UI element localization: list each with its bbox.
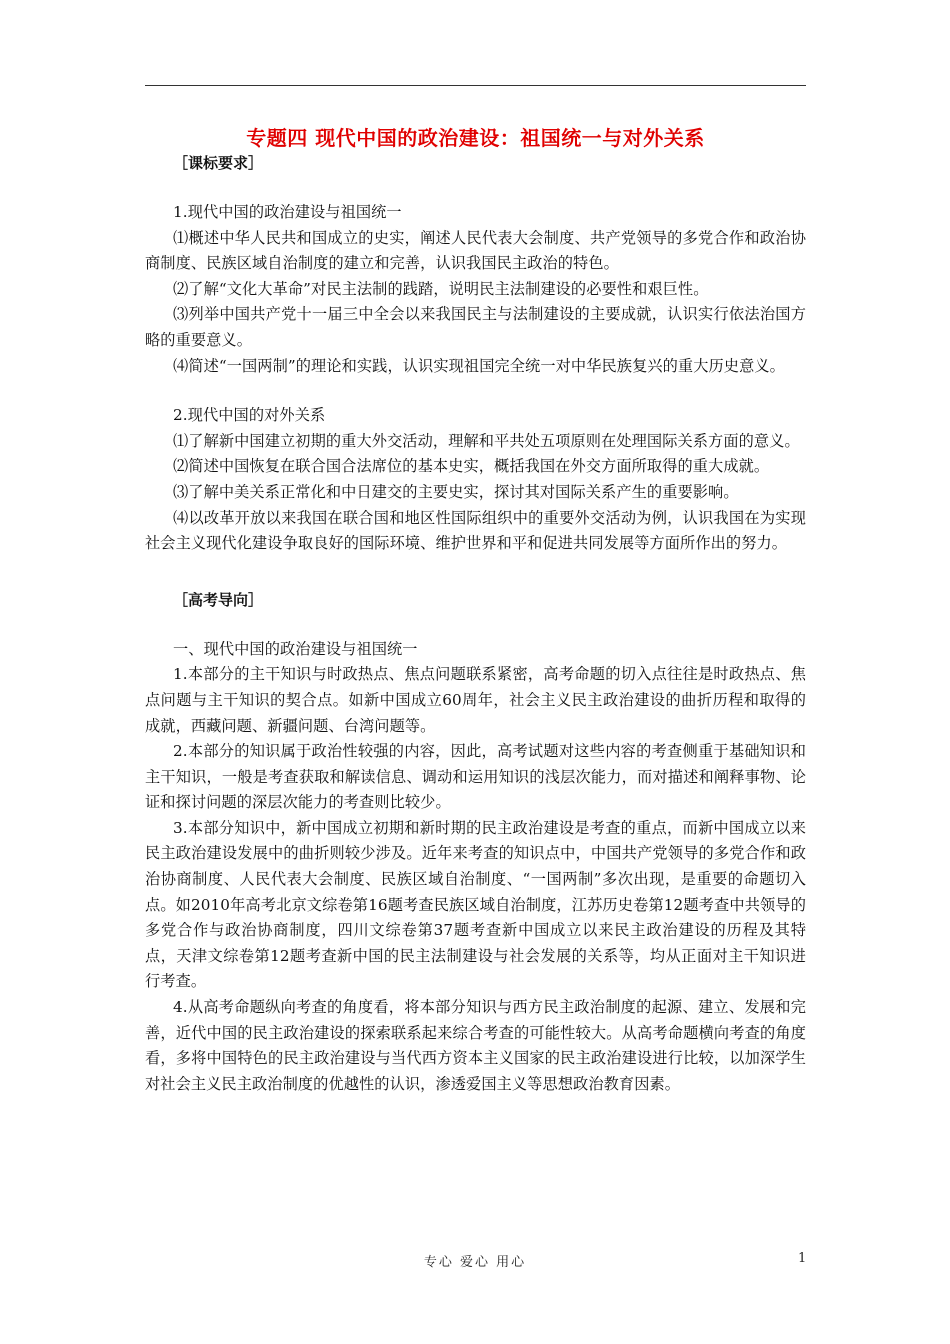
paragraph: 3.本部分知识中，新中国成立初期和新时期的民主政治建设是考查的重点，而新中国成立以来民主政治建设发展中的曲折则较少涉及。近年来考查的知识点中，中国共产党领导的多党合作和政治协商制度、人民代表大会制度、民族区域自治制度、“一国两制”多次出现，是重要的命题切入点。如2010年高考北京文综卷第16题考查民族区域自治制度，江苏历史卷第12题考查中共领导的多党合作与政治协商制度，四川文综卷第37题考查新中国成立以来民主政治建设的历程及其特点，天津文综卷第12题考查新中国的民主法制建设与社会发展的关系等，均从正面对主干知识进行考查。 bbox=[145, 818, 806, 991]
subheading-political-construction: 1.现代中国的政治建设与祖国统一 bbox=[173, 203, 402, 221]
section-heading-curriculum: ［课标要求］ bbox=[173, 154, 264, 172]
paragraph: ⑴了解新中国建立初期的重大外交活动，理解和平共处五项原则在处理国际关系方面的意义。 bbox=[173, 431, 800, 450]
paragraph: ⑵简述中国恢复在联合国合法席位的基本史实，概括我国在外交方面所取得的重大成就。 bbox=[173, 457, 770, 476]
page-title: 专题四 现代中国的政治建设：祖国统一与对外关系 bbox=[246, 126, 705, 150]
page-number: 1 bbox=[798, 1251, 807, 1266]
paragraph: 4.从高考命题纵向考查的角度看，将本部分知识与西方民主政治制度的起源、建立、发展和完善，近代中国的民主政治建设的探索联系起来综合考查的可能性较大。从高考命题横向考查的角度看，多将中国特色的民主政治建设与当代西方资本主义国家的民主政治建设进行比较，以加深学生对社会主义民主政治制度的优越性的认识，渗透爱国主义等思想政治教育因素。 bbox=[145, 998, 806, 1093]
section-heading-exam-guide: ［高考导向］ bbox=[173, 590, 264, 609]
subheading-exam-part-one: 一、现代中国的政治建设与祖国统一 bbox=[173, 639, 418, 658]
paragraph: ⑶列举中国共产党十一届三中全会以来我国民主与法制建设的主要成就，认识实行依法治国方略的重要意义。 bbox=[145, 305, 806, 349]
header-rule bbox=[145, 85, 806, 86]
paragraph: ⑷以改革开放以来我国在联合国和地区性国际组织中的重要外交活动为例，认识我国在为实现社会主义现代化建设争取良好的国际环境、维护世界和平和促进共同发展等方面所作出的努力。 bbox=[145, 508, 806, 553]
subheading-foreign-relations: 2.现代中国的对外关系 bbox=[173, 406, 326, 425]
document-body bbox=[145, 150, 806, 1097]
paragraph: 2.本部分的知识属于政治性较强的内容，因此，高考试题对这些内容的考查侧重于基础知识和主干知识，一般是考查获取和解读信息、调动和运用知识的浅层次能力，而对描述和阐释事物、论证和探讨问题的深层次能力的考查则比较少。 bbox=[145, 742, 806, 812]
paragraph: ⑵了解“文化大革命”对民主法制的践踏，说明民主法制建设的必要性和艰巨性。 bbox=[173, 279, 709, 298]
paragraph: ⑴概述中华人民共和国成立的史实，阐述人民代表大会制度、共产党领导的多党合作和政治协商制度、民族区域自治制度的建立和完善，认识我国民主政治的特色。 bbox=[145, 228, 806, 273]
paragraph: 1.本部分的主干知识与时政热点、焦点问题联系紧密，高考命题的切入点往往是时政热点、焦点问题与主干知识的契合点。如新中国成立60周年，社会主义民主政治建设的曲折历程和取得的成就，西藏问题、新疆问题、台湾问题等。 bbox=[145, 665, 806, 735]
paragraph: ⑷简述“一国两制”的理论和实践，认识实现祖国完全统一对中华民族复兴的重大历史意义。 bbox=[173, 356, 785, 375]
footer-motto: 专心 爱心 用心 bbox=[423, 1255, 527, 1270]
paragraph: ⑶了解中美关系正常化和中日建交的主要史实，探讨其对国际关系产生的重要影响。 bbox=[173, 482, 739, 501]
